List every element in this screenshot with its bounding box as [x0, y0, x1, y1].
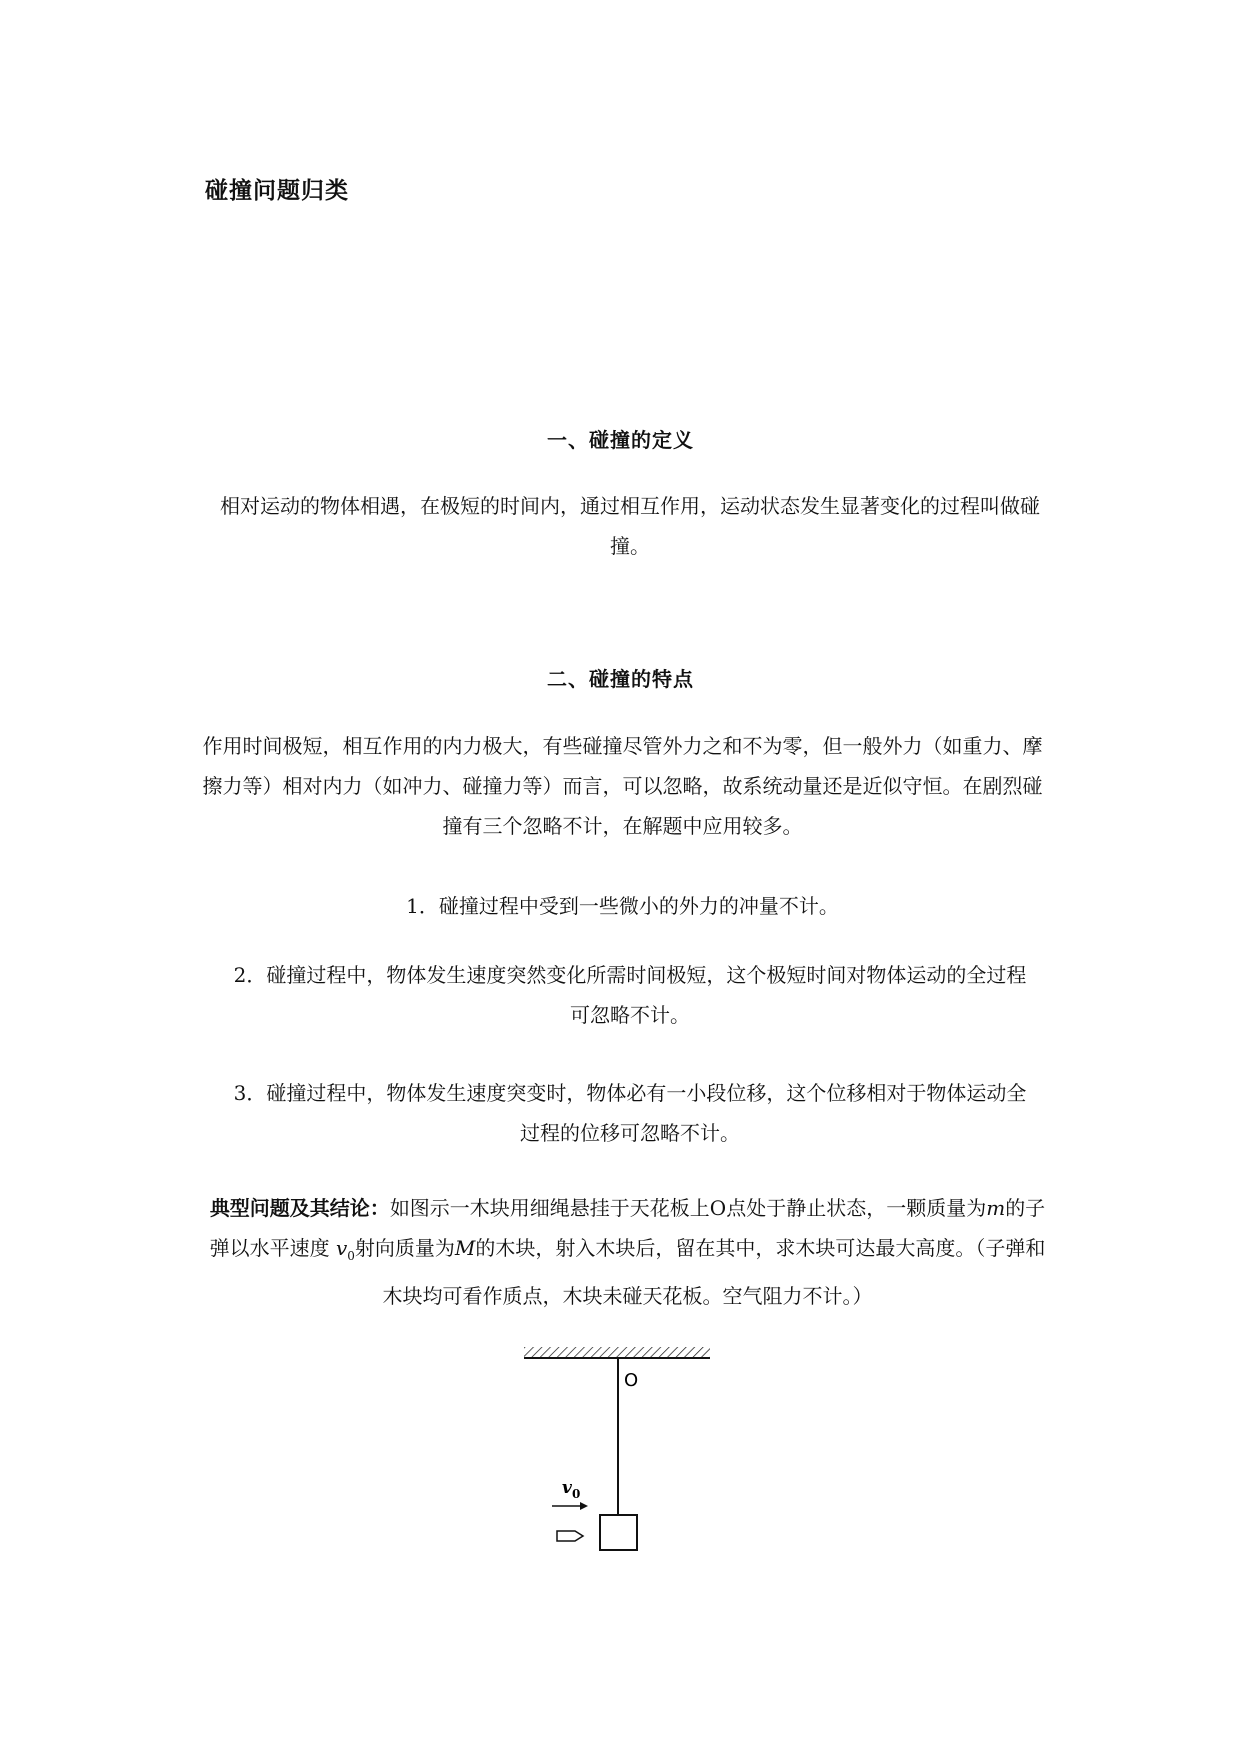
document-title: 碰撞问题归类 [205, 178, 349, 204]
problem-text-4: 的木块，射入木块后，留在其中，求木块可达最大高度。（子弹和木块均可看作质点，木块未碰天花板。空气阻力不计。） [382, 1236, 1046, 1308]
pivot-label: O [624, 1370, 639, 1391]
feature-item-1: 1．碰撞过程中受到一些微小的外力的冲量不计。 [406, 894, 839, 918]
bullet-mass-symbol: m [986, 1196, 1006, 1220]
block-mass-symbol: M [454, 1236, 476, 1260]
velocity-label-subscript: 0 [572, 1487, 581, 1501]
velocity-subscript: 0 [347, 1249, 355, 1263]
pendulum-figure [520, 1343, 720, 1563]
ceiling-hatch [524, 1347, 710, 1358]
section-body-definition: 相对运动的物体相遇，在极短的时间内，通过相互作用，运动状态发生显著变化的过程叫做碰撞。 [220, 494, 1040, 558]
section-heading-features: 二、碰撞的特点 [547, 667, 694, 691]
wood-block [600, 1515, 637, 1550]
velocity-label: v [562, 1478, 572, 1498]
problem-label: 典型问题及其结论： [209, 1196, 390, 1220]
velocity-arrow-head [580, 1502, 588, 1510]
problem-text-3: 射向质量为 [354, 1236, 455, 1260]
feature-item-3: 3．碰撞过程中，物体发生速度突变时，物体必有一小段位移，这个位移相对于物体运动全过程的位移可忽略不计。 [233, 1081, 1027, 1145]
problem-text-1: 如图示一木块用细绳悬挂于天花板上O点处于静止状态，一颗质量为 [389, 1196, 987, 1220]
section-heading-definition: 一、碰撞的定义 [547, 428, 694, 452]
feature-item-2: 2．碰撞过程中，物体发生速度突然变化所需时间极短，这个极短时间对物体运动的全过程可忽略不计。 [233, 963, 1027, 1027]
bullet-shape [557, 1531, 583, 1541]
problem-text-2: 的子弹以水平速度 [209, 1196, 1046, 1260]
typical-problem [205, 1188, 1050, 1316]
section-body-features: 作用时间极短，相互作用的内力极大，有些碰撞尽管外力之和不为零，但一般外力（如重力、摩擦力等）相对内力（如冲力、碰撞力等）而言，可以忽略，故系统动量还是近似守恒。在剧烈碰撞有三个忽略不计，在解题中应用较多。 [202, 734, 1043, 838]
velocity-symbol: v [335, 1236, 348, 1260]
